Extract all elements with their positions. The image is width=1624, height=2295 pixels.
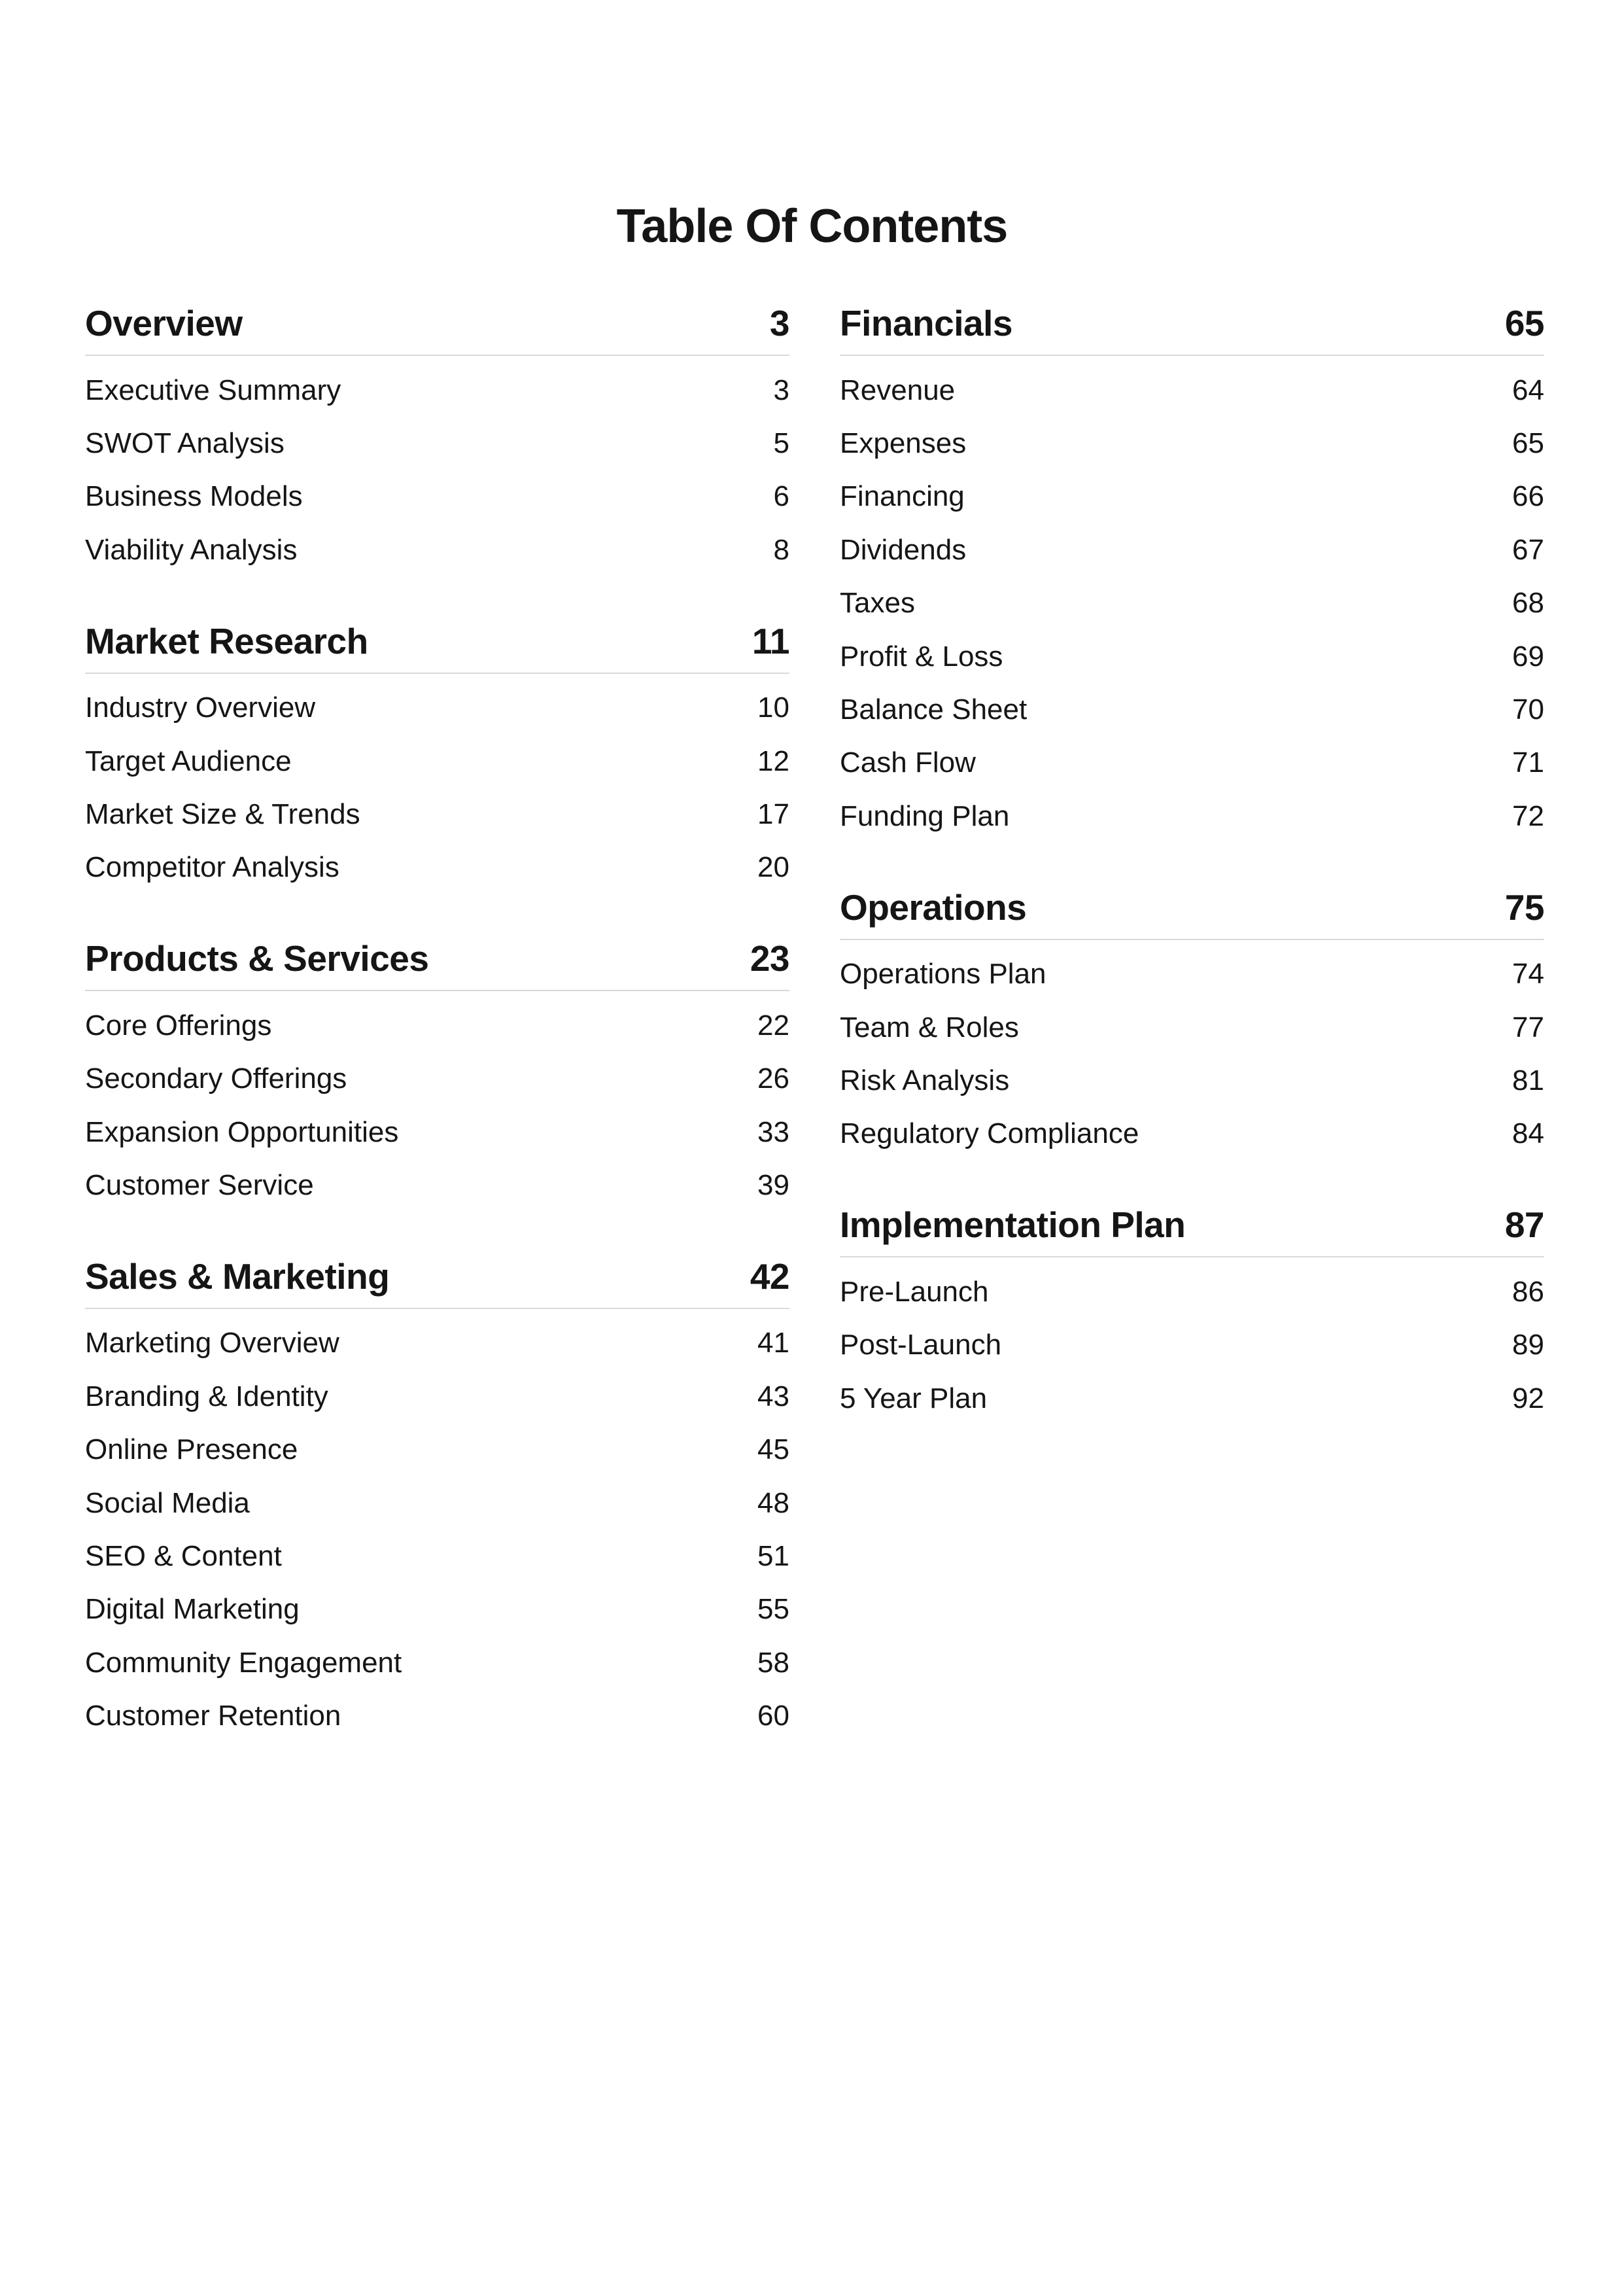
toc-entry-page-number: 22 xyxy=(757,1009,789,1042)
toc-entry-label: SEO & Content xyxy=(85,1539,282,1572)
toc-entry[interactable] xyxy=(85,1530,789,1583)
toc-entry[interactable] xyxy=(840,577,1544,630)
toc-section-operations xyxy=(840,876,1544,1161)
toc-section-market-research xyxy=(85,610,789,895)
toc-entry-page-number: 60 xyxy=(757,1700,789,1732)
toc-entry-page-number: 5 xyxy=(773,427,789,460)
toc-entry-label: Viability Analysis xyxy=(85,533,298,566)
section-header[interactable] xyxy=(85,292,789,356)
toc-entry-label: Expenses xyxy=(840,427,967,460)
toc-entry-label: Dividends xyxy=(840,533,967,566)
toc-entry-page-number: 67 xyxy=(1512,533,1544,566)
toc-entry[interactable] xyxy=(85,523,789,576)
section-title: Sales & Marketing xyxy=(85,1255,390,1297)
toc-entry[interactable] xyxy=(85,788,789,841)
toc-entry[interactable] xyxy=(840,417,1544,470)
toc-entry[interactable] xyxy=(840,470,1544,523)
toc-entry-page-number: 84 xyxy=(1512,1117,1544,1150)
section-page-number: 42 xyxy=(750,1255,789,1297)
toc-entry-page-number: 58 xyxy=(757,1646,789,1679)
toc-entry-page-number: 12 xyxy=(757,745,789,777)
toc-entry-label: Revenue xyxy=(840,374,956,406)
toc-entry[interactable] xyxy=(85,1477,789,1530)
toc-entry-label: Financing xyxy=(840,480,965,513)
toc-entry-label: Regulatory Compliance xyxy=(840,1117,1139,1150)
toc-entry-label: Customer Service xyxy=(85,1168,314,1201)
toc-entry-label: Profit & Loss xyxy=(840,640,1003,673)
toc-entry-label: 5 Year Plan xyxy=(840,1382,988,1414)
toc-entry-label: Taxes xyxy=(840,587,915,620)
toc-entry[interactable] xyxy=(85,417,789,470)
toc-entry-page-number: 39 xyxy=(757,1168,789,1201)
toc-section-implementation-plan xyxy=(840,1193,1544,1425)
section-title: Implementation Plan xyxy=(840,1204,1186,1246)
toc-entry[interactable] xyxy=(85,841,789,894)
toc-entry-page-number: 26 xyxy=(757,1062,789,1095)
toc-entry-label: Cash Flow xyxy=(840,746,976,779)
toc-entry[interactable] xyxy=(85,1317,789,1370)
toc-entry-label: Industry Overview xyxy=(85,692,316,724)
toc-entry-label: Social Media xyxy=(85,1486,250,1519)
toc-entry-page-number: 81 xyxy=(1512,1064,1544,1096)
toc-entry-label: Market Size & Trends xyxy=(85,798,360,831)
toc-entry-page-number: 68 xyxy=(1512,587,1544,620)
toc-entry-page-number: 41 xyxy=(757,1327,789,1359)
toc-entry-page-number: 86 xyxy=(1512,1275,1544,1308)
section-page-number: 3 xyxy=(769,303,789,343)
toc-entry[interactable] xyxy=(85,1423,789,1476)
section-title: Overview xyxy=(85,303,243,343)
toc-entry[interactable] xyxy=(840,1318,1544,1371)
toc-entry-label: Online Presence xyxy=(85,1433,298,1466)
toc-entry-label: Customer Retention xyxy=(85,1700,341,1732)
toc-entry-label: Funding Plan xyxy=(840,799,1010,832)
section-header[interactable] xyxy=(85,610,789,674)
section-title: Operations xyxy=(840,886,1027,928)
toc-entry-page-number: 17 xyxy=(757,798,789,831)
toc-entry-page-number: 65 xyxy=(1512,427,1544,460)
toc-entry-label: Balance Sheet xyxy=(840,693,1028,726)
toc-entry-page-number: 33 xyxy=(757,1115,789,1148)
toc-entry-label: Branding & Identity xyxy=(85,1380,328,1412)
toc-entry[interactable] xyxy=(85,364,789,417)
toc-entry-label: Community Engagement xyxy=(85,1646,402,1679)
toc-entry-label: SWOT Analysis xyxy=(85,427,285,460)
section-page-number: 11 xyxy=(752,620,789,661)
toc-entry[interactable] xyxy=(85,735,789,788)
toc-entry-page-number: 3 xyxy=(773,374,789,406)
toc-entry-page-number: 43 xyxy=(757,1380,789,1412)
toc-entry[interactable] xyxy=(840,1108,1544,1161)
toc-entry-page-number: 6 xyxy=(773,480,789,513)
toc-entry-page-number: 66 xyxy=(1512,480,1544,513)
toc-entry-page-number: 51 xyxy=(757,1539,789,1572)
section-page-number: 65 xyxy=(1504,303,1544,343)
toc-entry[interactable] xyxy=(840,790,1544,843)
toc-entry-label: Team & Roles xyxy=(840,1011,1019,1043)
toc-section-sales-and-marketing xyxy=(85,1245,789,1743)
toc-entry-page-number: 55 xyxy=(757,1593,789,1626)
toc-entry-page-number: 64 xyxy=(1512,374,1544,406)
toc-section-financials xyxy=(840,292,1544,843)
toc-entry[interactable] xyxy=(85,1370,789,1423)
toc-entry[interactable] xyxy=(840,1054,1544,1107)
toc-entry[interactable] xyxy=(85,1053,789,1106)
toc-entry-page-number: 69 xyxy=(1512,640,1544,673)
toc-entry[interactable] xyxy=(85,1159,789,1212)
section-header[interactable] xyxy=(840,876,1544,940)
toc-entry-page-number: 89 xyxy=(1512,1329,1544,1361)
toc-section-overview xyxy=(85,292,789,577)
toc-right-column xyxy=(840,292,1544,1458)
toc-entry-label: Post-Launch xyxy=(840,1329,1002,1361)
toc-entry-page-number: 77 xyxy=(1512,1011,1544,1043)
toc-entry[interactable] xyxy=(85,1583,789,1636)
toc-entry[interactable] xyxy=(85,1636,789,1689)
toc-entry-label: Core Offerings xyxy=(85,1009,272,1042)
toc-entry[interactable] xyxy=(840,523,1544,576)
toc-entry[interactable] xyxy=(85,1106,789,1159)
toc-entry-page-number: 71 xyxy=(1512,746,1544,779)
section-title: Market Research xyxy=(85,620,368,661)
toc-entry[interactable] xyxy=(840,1372,1544,1425)
section-header[interactable] xyxy=(840,1193,1544,1257)
toc-entry[interactable] xyxy=(840,1265,1544,1318)
toc-entry-label: Competitor Analysis xyxy=(85,851,339,884)
page-title: Table Of Contents xyxy=(616,200,1008,253)
toc-entry-page-number: 48 xyxy=(757,1486,789,1519)
toc-entry-page-number: 74 xyxy=(1512,958,1544,990)
section-page-number: 23 xyxy=(750,938,789,979)
toc-entry[interactable] xyxy=(840,737,1544,790)
toc-entry-label: Executive Summary xyxy=(85,374,341,406)
toc-section-products-and-services xyxy=(85,927,789,1212)
toc-entry-page-number: 45 xyxy=(757,1433,789,1466)
toc-entry-page-number: 70 xyxy=(1512,693,1544,726)
toc-entry-page-number: 20 xyxy=(757,851,789,884)
toc-entry[interactable] xyxy=(840,630,1544,683)
toc-entry[interactable] xyxy=(840,948,1544,1001)
section-page-number: 87 xyxy=(1504,1204,1544,1246)
section-header[interactable] xyxy=(85,1245,789,1309)
toc-entry[interactable] xyxy=(85,682,789,735)
toc-entry-label: Expansion Opportunities xyxy=(85,1115,399,1148)
toc-entry-label: Digital Marketing xyxy=(85,1593,300,1626)
toc-entry-page-number: 72 xyxy=(1512,799,1544,832)
toc-entry-label: Pre-Launch xyxy=(840,1275,989,1308)
toc-entry[interactable] xyxy=(840,1001,1544,1054)
section-page-number: 75 xyxy=(1504,886,1544,928)
toc-entry[interactable] xyxy=(85,470,789,523)
toc-entry-page-number: 10 xyxy=(757,692,789,724)
section-header[interactable] xyxy=(840,292,1544,356)
toc-entry-page-number: 8 xyxy=(773,533,789,566)
toc-entry-label: Risk Analysis xyxy=(840,1064,1010,1096)
toc-entry[interactable] xyxy=(85,999,789,1052)
toc-entry-label: Secondary Offerings xyxy=(85,1062,347,1095)
toc-entry-label: Target Audience xyxy=(85,745,292,777)
toc-entry-label: Marketing Overview xyxy=(85,1327,339,1359)
toc-entry[interactable] xyxy=(840,364,1544,417)
toc-entry[interactable] xyxy=(85,1689,789,1742)
toc-left-column xyxy=(85,292,789,1776)
toc-entry-label: Operations Plan xyxy=(840,958,1046,990)
section-title: Products & Services xyxy=(85,938,429,979)
section-header[interactable] xyxy=(85,927,789,991)
toc-entry[interactable] xyxy=(840,683,1544,736)
toc-entry-page-number: 92 xyxy=(1512,1382,1544,1414)
toc-entry-label: Business Models xyxy=(85,480,303,513)
section-title: Financials xyxy=(840,303,1012,343)
